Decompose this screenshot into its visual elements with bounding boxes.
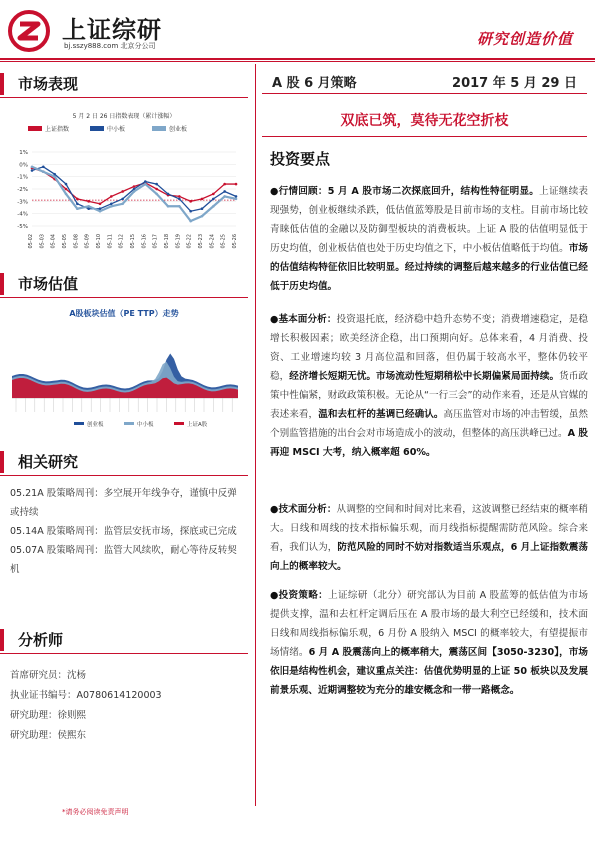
paragraph-market-review <box>270 182 588 296</box>
title-divider <box>262 136 587 137</box>
bold-text: 市场的估值结构特征依旧比较明显。经过持续的调整后越来越多的行业估值已经低于历史均值。 <box>270 243 589 292</box>
related-item[interactable]: 05.07A 股策略周刊：监管大风续吹，耐心等待反转契机 <box>10 545 237 575</box>
legend-label: 上证A股 <box>187 422 208 428</box>
data-point <box>76 198 79 201</box>
legend-label: 中小板 <box>107 126 126 133</box>
x-tick-label: 05-02 <box>28 234 34 249</box>
section-market <box>0 70 248 98</box>
data-point <box>155 183 158 186</box>
data-point <box>144 180 147 183</box>
data-point <box>223 183 226 186</box>
data-point <box>235 198 238 201</box>
section-related <box>0 448 248 476</box>
data-point <box>99 210 102 213</box>
data-point <box>76 207 79 210</box>
key-points-title: 投资要点 <box>270 150 331 168</box>
x-tick-label: 05-09 <box>84 234 91 249</box>
y-tick-label: -2% <box>17 187 28 193</box>
valuation-chart <box>4 302 244 434</box>
data-point <box>121 190 124 193</box>
data-point <box>155 193 158 196</box>
bold-text: ●技术面分析： <box>270 504 337 515</box>
x-tick-label: 05-24 <box>209 234 216 249</box>
data-point <box>110 203 113 206</box>
related-item[interactable]: 05.21A 股策略周刊：多空展开年线争夺，谨慎中反弹或持续 <box>10 488 237 518</box>
section-bar <box>0 629 4 651</box>
strategy-header <box>262 72 587 90</box>
legend-label: 创业板 <box>87 422 104 428</box>
x-tick-label: 05-11 <box>107 234 114 249</box>
bold-text: ●投资策略： <box>270 590 329 601</box>
paragraph-fundamentals <box>270 310 588 462</box>
legend-swatch <box>74 422 84 425</box>
body-text: 从调整的空间和时间对比来看，这波调整已经结束的概率稍大。日线和周线的技术指标偏乐观，而月线指标提醒需防范风险。综合来看，我们认为， <box>270 504 589 553</box>
data-point <box>201 198 204 201</box>
legend-swatch <box>124 422 134 425</box>
data-point <box>201 215 204 218</box>
data-point <box>42 170 45 173</box>
data-point <box>212 198 215 201</box>
data-point <box>42 166 45 169</box>
data-point <box>223 190 226 193</box>
data-point <box>178 198 181 201</box>
body-text: 投资退托底，经济稳中趋升态势不变；消费增速稳定，是稳增长积极因素；欧美经济企稳，出口预期向好。总体来看，4 月消费、投资、工业增速均较 3 月高位温和回落，但仍属于较高水平，整体仍较平稳， <box>270 314 589 382</box>
related-research-list <box>10 484 238 579</box>
y-tick-label: 0% <box>19 162 28 169</box>
logo-url: bj.sszy888.com 北京分公司 <box>64 42 156 50</box>
section-bar <box>0 451 4 473</box>
section-analyst <box>0 626 248 654</box>
section-title: 相关研究 <box>18 453 79 471</box>
x-tick-label: 05-10 <box>96 234 102 249</box>
analyst-item: 执业证书编号：A0780614120003 <box>10 690 162 701</box>
data-point <box>99 203 102 206</box>
data-point <box>87 200 90 203</box>
body-text: 货币政策中性偏紧，财政政策积极。无论从“一行三会”的动作来看，还是从官媒的表述来看， <box>270 371 589 420</box>
data-point <box>87 205 90 208</box>
bold-text: ●基本面分析： <box>270 314 337 325</box>
x-tick-label: 05-05 <box>62 234 68 249</box>
body-text: 高压监管对市场的冲击暂缓，虽然个别监管措施的出台会对市场造成小的波动，但整体的高压洪峰已过。 <box>270 409 589 439</box>
data-point <box>189 200 192 203</box>
related-item[interactable]: 05.14A 股策略周刊：监管层安抚市场，探底或已完成 <box>10 526 237 537</box>
column-divider <box>255 64 256 806</box>
data-point <box>65 188 68 191</box>
section-title: 市场表现 <box>18 75 79 93</box>
paragraph-strategy <box>270 586 588 700</box>
page-header <box>0 0 595 62</box>
section-underline <box>0 653 248 654</box>
legend-swatch <box>90 126 104 131</box>
data-point <box>121 203 124 206</box>
bold-text: 经济增长短期无忧。市场流动性短期稍松中长期偏紧局面持续。 <box>289 371 560 382</box>
data-point <box>31 166 34 169</box>
logo-text: 上证综研 <box>62 16 162 44</box>
x-tick-label: 05-25 <box>220 234 227 249</box>
strategy-name: A 股 6 月策略 <box>272 76 357 91</box>
x-tick-label: 05-19 <box>175 234 182 249</box>
paragraph-technical <box>270 500 588 576</box>
y-tick-label: -1% <box>17 174 28 181</box>
data-point <box>189 220 192 223</box>
x-tick-label: 05-22 <box>186 234 193 249</box>
data-point <box>31 169 34 172</box>
x-tick-label: 05-04 <box>50 234 57 249</box>
bold-text: A 股再迎 MSCI 大考，纳入概率超 60%。 <box>270 428 589 458</box>
body-text: 上证综研（北分）研究部认为目前 A 股蓝筹的低估值为市场提供支撑，温和去杠杆定调后压在 A 股市场的最大利空已经缓和，技术面日线和周线指标偏乐观，6 月份 A 股纳入 MSCI 的概率较大，有望提振市场情绪。 <box>270 590 588 658</box>
section-underline <box>0 97 248 98</box>
data-point <box>223 195 226 198</box>
legend-swatch <box>174 422 184 425</box>
analyst-list <box>10 666 238 746</box>
data-point <box>189 210 192 213</box>
data-point <box>65 183 68 186</box>
chart-title: 5 月 2 日 26 日指数表现（累计涨幅） <box>72 113 176 120</box>
data-point <box>212 193 215 196</box>
data-point <box>110 195 113 198</box>
report-title: 双底已筑，莫待无花空折枝 <box>340 113 509 129</box>
bold-text: 6 月 A 股震荡向上的概率稍大，震荡区间【3050-3230】，市场依旧是结构性机会，建议重点关注：估值优势明显的上证 50 板块以及发展前景乐观、近期调整较为充分的雄安概念和一带一路概念。 <box>270 647 588 696</box>
analyst-item: 研究助理：徐则熙 <box>10 710 87 721</box>
report-date: 2017 年 5 月 29 日 <box>452 76 577 91</box>
legend-label: 上证指数 <box>45 126 70 133</box>
section-bar <box>0 273 4 295</box>
header-divider-thin <box>0 61 595 62</box>
data-point <box>235 195 238 198</box>
section-underline <box>0 475 248 476</box>
data-point <box>53 175 56 178</box>
data-point <box>65 193 68 196</box>
x-tick-label: 05-15 <box>130 234 136 249</box>
data-point <box>76 203 79 206</box>
data-point <box>212 205 215 208</box>
x-tick-label: 05-03 <box>39 234 46 249</box>
section-bar <box>0 73 4 95</box>
body-text: 上证继续表现强势，创业板继续杀跌，低估值蓝筹股是目前市场的支柱。目前市场比较青睐低估值的金融以及防御型板块的消费板块。上证 A 股的估值明显低于历史均值，创业板估值也处于历史均值之下，中小板估值略低于均值。 <box>270 186 589 254</box>
y-tick-label: 1% <box>19 150 28 156</box>
x-tick-label: 05-26 <box>232 234 238 249</box>
legend-swatch <box>28 126 42 131</box>
section-title: 分析师 <box>18 631 64 649</box>
data-point <box>133 190 136 193</box>
header-divider <box>0 58 595 60</box>
data-point <box>167 205 170 208</box>
bold-text: ●行情回顾：5 月 A 股市场二次探底回升，结构性特征明显。 <box>270 186 540 197</box>
section-underline <box>0 297 248 298</box>
slogan: 研究创造价值 <box>476 30 573 48</box>
legend-label: 中小板 <box>137 422 154 428</box>
data-point <box>110 205 113 208</box>
y-tick-label: -5% <box>17 224 28 230</box>
data-point <box>167 193 170 196</box>
strategy-divider <box>262 93 587 94</box>
section-valuation <box>0 270 248 298</box>
data-point <box>235 183 238 186</box>
x-tick-label: 05-12 <box>118 234 125 249</box>
data-point <box>133 185 136 188</box>
data-point <box>178 195 181 198</box>
bold-text: 温和去杠杆的基调已经确认。 <box>318 409 444 420</box>
y-tick-label: -3% <box>17 199 28 206</box>
legend-swatch <box>152 126 166 131</box>
x-tick-label: 05-17 <box>152 234 159 249</box>
x-tick-label: 05-18 <box>164 234 170 249</box>
x-tick-label: 05-16 <box>141 234 148 249</box>
data-point <box>144 183 147 186</box>
data-point <box>201 207 204 210</box>
bold-text: 防范风险的同时不妨对指数适当乐观点，6 月上证指数震荡向上的概率较大。 <box>270 542 589 572</box>
data-point <box>178 205 181 208</box>
data-point <box>121 198 124 201</box>
data-point <box>155 188 158 191</box>
y-tick-label: -4% <box>17 211 28 218</box>
series-line <box>32 167 236 221</box>
logo-icon <box>8 10 50 52</box>
analyst-item: 研究助理：侯熙东 <box>10 730 87 741</box>
x-tick-label: 05-08 <box>73 234 80 249</box>
chart-title: A股板块估值（PE TTP）走势 <box>69 309 179 318</box>
x-tick-label: 05-23 <box>198 234 204 249</box>
legend-label: 创业板 <box>169 126 188 133</box>
section-title: 市场估值 <box>18 275 79 293</box>
disclaimer: *请务必阅读免责声明 <box>62 808 129 816</box>
index-performance-chart <box>4 108 244 256</box>
analyst-item: 首席研究员：沈杨 <box>10 670 87 681</box>
